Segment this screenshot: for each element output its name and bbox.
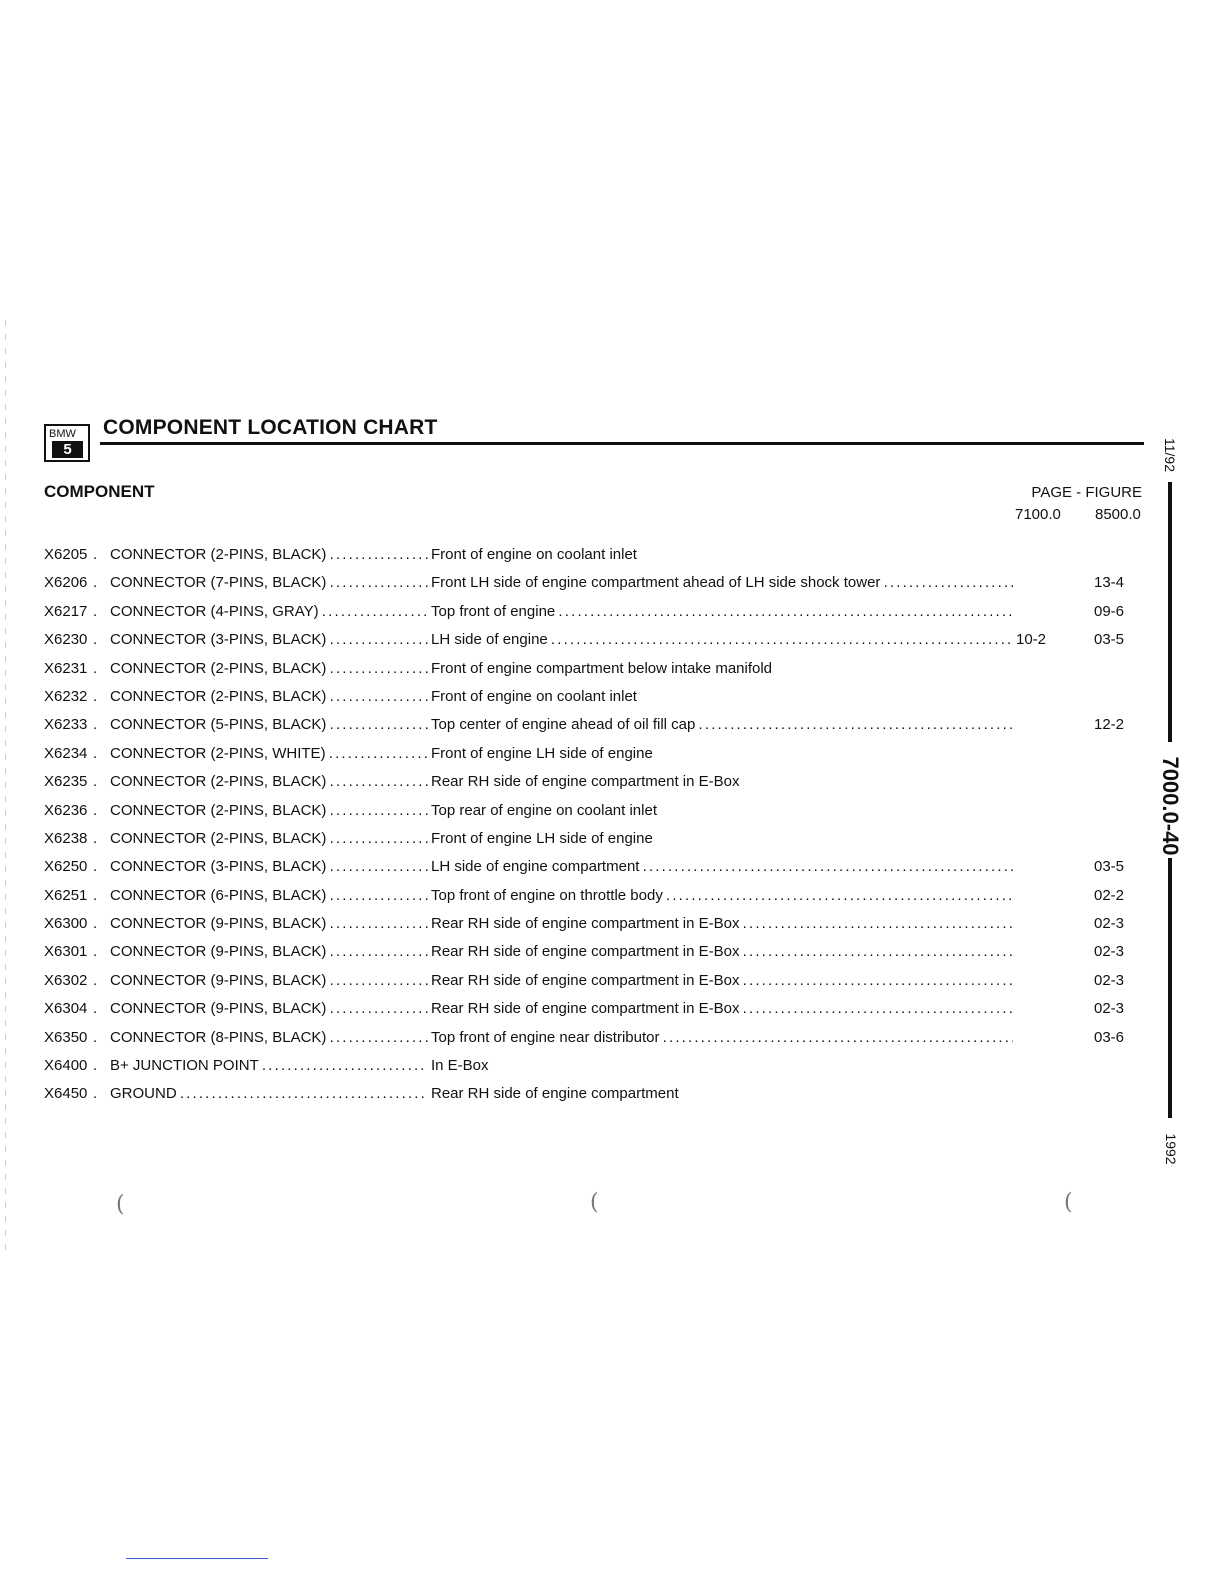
component-name: CONNECTOR (9-PINS, BLACK) . . .: [110, 997, 428, 1021]
figure-reference-heading: 8500.0: [1095, 506, 1141, 523]
title-rule: [100, 442, 1144, 445]
component-table: [0, 543, 1224, 1111]
table-row: [0, 1082, 1224, 1110]
component-name: CONNECTOR (3-PINS, BLACK) . . .: [110, 855, 428, 879]
logo-brand: BMW: [49, 428, 76, 440]
code-separator: .: [93, 687, 98, 705]
figure-reference: 09-6: [1094, 602, 1125, 620]
scan-mark: (: [590, 1190, 599, 1215]
code-separator: .: [93, 602, 98, 620]
component-name: CONNECTOR (2-PINS, WHITE) . . .: [110, 742, 428, 766]
component-location: Top rear of engine on coolant inlet: [431, 801, 657, 819]
side-tab-date: 11/92: [1162, 438, 1178, 472]
component-code: X6304: [44, 1000, 88, 1018]
bmw-5-series-logo: [44, 424, 90, 462]
code-separator: .: [93, 744, 98, 762]
figure-reference: 03-6: [1094, 1028, 1125, 1046]
component-code: X6450: [44, 1085, 88, 1103]
component-location: LH side of engine compartment . . .: [431, 855, 1013, 879]
component-code: X6235: [44, 773, 88, 791]
figure-reference: 13-4: [1094, 574, 1125, 592]
figure-reference: 03-5: [1094, 631, 1125, 649]
component-name: CONNECTOR (8-PINS, BLACK) . . .: [110, 1026, 428, 1050]
component-location: Rear RH side of engine compartment in E-Box . . .: [431, 997, 1013, 1021]
table-row: [0, 827, 1224, 855]
code-separator: .: [93, 1085, 98, 1103]
component-name: CONNECTOR (2-PINS, BLACK) . . .: [110, 543, 428, 567]
component-code: X6232: [44, 687, 88, 705]
figure-reference: 02-3: [1094, 943, 1125, 961]
component-location: Top front of engine . . .: [431, 600, 1013, 624]
component-code: X6301: [44, 943, 88, 961]
component-location: Rear RH side of engine compartment in E-Box . . .: [431, 912, 1013, 936]
scan-mark: (: [1064, 1190, 1073, 1215]
component-code: X6236: [44, 801, 88, 819]
code-separator: .: [93, 971, 98, 989]
component-code: X6302: [44, 971, 88, 989]
side-tab-page-number: 7000.0-40: [1158, 756, 1183, 856]
component-location: Rear RH side of engine compartment: [431, 1085, 679, 1103]
table-row: [0, 884, 1224, 912]
bottom-underline: [126, 1558, 268, 1559]
component-code: X6250: [44, 858, 88, 876]
component-code: X6300: [44, 915, 88, 933]
code-separator: .: [93, 943, 98, 961]
component-name: CONNECTOR (5-PINS, BLACK) . . .: [110, 713, 428, 737]
component-name: CONNECTOR (7-PINS, BLACK) . . .: [110, 571, 428, 595]
component-name: CONNECTOR (9-PINS, BLACK) . . .: [110, 940, 428, 964]
component-code: X6206: [44, 574, 88, 592]
table-row: [0, 997, 1224, 1025]
component-code: X6234: [44, 744, 88, 762]
component-code: X6233: [44, 716, 88, 734]
table-row: [0, 628, 1224, 656]
code-separator: .: [93, 631, 98, 649]
component-location: Rear RH side of engine compartment in E-Box: [431, 773, 740, 791]
code-separator: .: [93, 886, 98, 904]
code-separator: .: [93, 858, 98, 876]
table-row: [0, 1054, 1224, 1082]
component-name: GROUND . . .: [110, 1082, 428, 1106]
code-separator: .: [93, 801, 98, 819]
component-name: CONNECTOR (2-PINS, BLACK) . . .: [110, 770, 428, 794]
component-code: X6230: [44, 631, 88, 649]
component-code: X6251: [44, 886, 88, 904]
component-location: Top front of engine on throttle body . . .: [431, 884, 1013, 908]
figure-reference: 12-2: [1094, 716, 1125, 734]
table-row: [0, 543, 1224, 571]
component-location: In E-Box: [431, 1057, 489, 1075]
component-location: Front of engine on coolant inlet: [431, 687, 637, 705]
code-separator: .: [93, 829, 98, 847]
component-location: Top center of engine ahead of oil fill cap . . .: [431, 713, 1013, 737]
component-location: Front LH side of engine compartment ahead of LH side shock tower . . .: [431, 571, 1013, 595]
component-location: Front of engine LH side of engine: [431, 744, 653, 762]
table-row: [0, 912, 1224, 940]
component-name: B+ JUNCTION POINT . . .: [110, 1054, 428, 1078]
code-separator: .: [93, 1028, 98, 1046]
page-reference: 10-2: [1016, 631, 1047, 649]
component-name: CONNECTOR (9-PINS, BLACK) . . .: [110, 912, 428, 936]
table-row: [0, 571, 1224, 599]
component-name: CONNECTOR (6-PINS, BLACK) . . .: [110, 884, 428, 908]
code-separator: .: [93, 1057, 98, 1075]
component-column-heading: COMPONENT: [44, 482, 155, 501]
scan-mark: (: [116, 1192, 125, 1217]
table-row: [0, 799, 1224, 827]
component-code: X6350: [44, 1028, 88, 1046]
code-separator: .: [93, 574, 98, 592]
code-separator: .: [93, 659, 98, 677]
component-location: Top front of engine near distributor . . .: [431, 1026, 1013, 1050]
component-name: CONNECTOR (2-PINS, BLACK) . . .: [110, 657, 428, 681]
code-separator: .: [93, 773, 98, 791]
page-figure-heading: PAGE - FIGURE: [1031, 484, 1142, 501]
table-row: [0, 685, 1224, 713]
table-row: [0, 855, 1224, 883]
figure-reference: 02-3: [1094, 971, 1125, 989]
figure-reference: 02-3: [1094, 1000, 1125, 1018]
code-separator: .: [93, 546, 98, 563]
side-tab-year: 1992: [1163, 1133, 1179, 1165]
logo-series: 5: [52, 441, 83, 458]
table-row: [0, 940, 1224, 968]
component-code: X6231: [44, 659, 88, 677]
code-separator: .: [93, 716, 98, 734]
page-reference-heading: 7100.0: [1015, 506, 1061, 523]
table-row: [0, 600, 1224, 628]
table-row: [0, 742, 1224, 770]
component-location: LH side of engine . . .: [431, 628, 1013, 652]
table-row: [0, 770, 1224, 798]
component-name: CONNECTOR (2-PINS, BLACK) . . .: [110, 827, 428, 851]
figure-reference: 02-3: [1094, 915, 1125, 933]
code-separator: .: [93, 1000, 98, 1018]
component-code: X6205: [44, 546, 88, 563]
figure-reference: 03-5: [1094, 858, 1125, 876]
table-row: [0, 713, 1224, 741]
component-location: Rear RH side of engine compartment in E-Box . . .: [431, 969, 1013, 993]
component-location: Front of engine LH side of engine: [431, 829, 653, 847]
component-code: X6400: [44, 1057, 88, 1075]
component-location: Rear RH side of engine compartment in E-Box . . .: [431, 940, 1013, 964]
component-code: X6238: [44, 829, 88, 847]
component-name: CONNECTOR (9-PINS, BLACK) . . .: [110, 969, 428, 993]
figure-reference: 02-2: [1094, 886, 1125, 904]
component-code: X6217: [44, 602, 88, 620]
table-row: [0, 969, 1224, 997]
component-name: CONNECTOR (3-PINS, BLACK) . . .: [110, 628, 428, 652]
component-location: Front of engine compartment below intake manifold: [431, 659, 773, 677]
table-row: [0, 1026, 1224, 1054]
table-row: [0, 657, 1224, 685]
component-name: CONNECTOR (2-PINS, BLACK) . . .: [110, 799, 428, 823]
component-location: Front of engine on coolant inlet: [431, 546, 637, 563]
code-separator: .: [93, 915, 98, 933]
page-title: COMPONENT LOCATION CHART: [103, 416, 438, 439]
component-name: CONNECTOR (2-PINS, BLACK) . . .: [110, 685, 428, 709]
component-name: CONNECTOR (4-PINS, GRAY) . . .: [110, 600, 428, 624]
